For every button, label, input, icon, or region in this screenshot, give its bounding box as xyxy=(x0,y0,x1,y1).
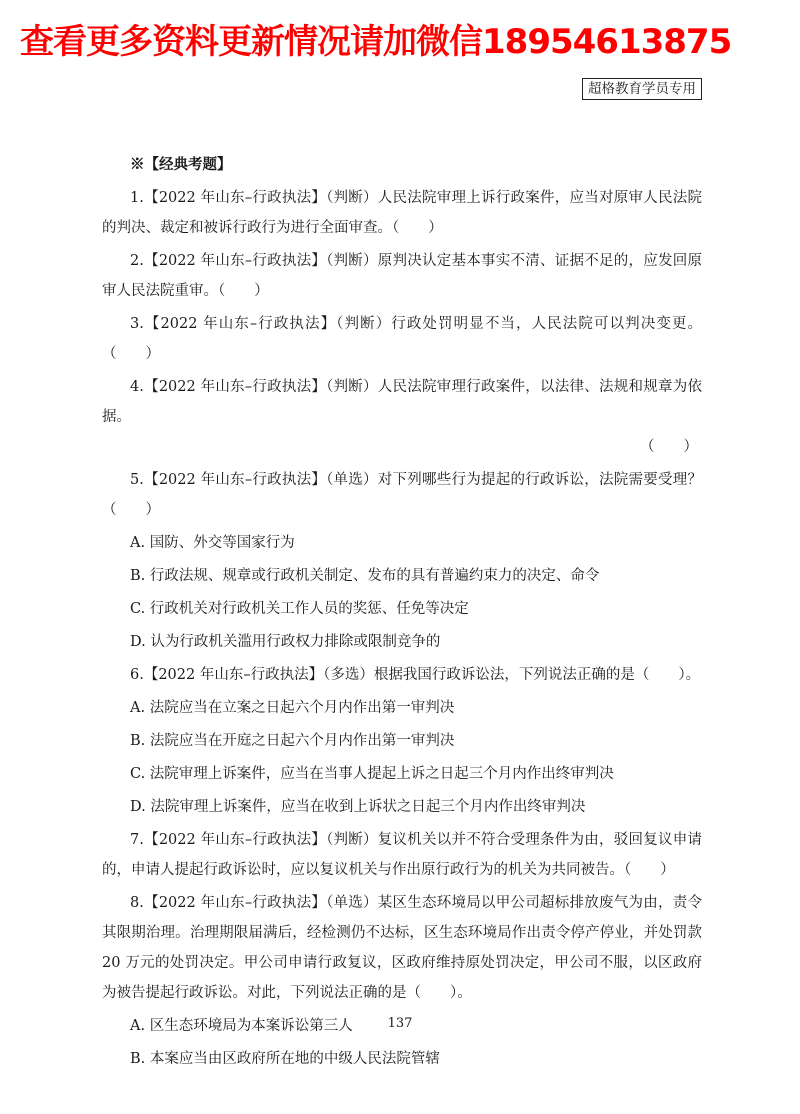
question-4-bracket: （ ） xyxy=(640,439,698,455)
watermark-banner: 查看更多资料更新情况请加微信18954613875 xyxy=(20,22,732,62)
question-5-option-a: A. 国防、外交等国家行为 xyxy=(130,535,295,551)
question-4: 4.【2022 年山东–行政执法】（判断）人民法院审理行政案件，以法律、法规和规章为依据。 xyxy=(102,379,702,425)
question-5: 5.【2022 年山东–行政执法】（单选）对下列哪些行为提起的行政诉讼，法院需要受理？（ ） xyxy=(102,472,702,518)
question-6-option-a: A. 法院应当在立案之日起六个月内作出第一审判决 xyxy=(130,700,455,716)
section-title: ※【经典考题】 xyxy=(130,156,232,173)
question-5-option-c: C. 行政机关对行政机关工作人员的奖惩、任免等决定 xyxy=(130,601,469,617)
page-number: 137 xyxy=(387,1016,413,1031)
question-8-option-b: B. 本案应当由区政府所在地的中级人民法院管辖 xyxy=(130,1051,440,1067)
question-7: 7.【2022 年山东–行政执法】（判断）复议机关以并不符合受理条件为由，驳回复议申请的，申请人提起行政诉讼时，应以复议机关与作出原行政行为的机关为共同被告。（ ） xyxy=(102,832,702,878)
question-6-option-c: C. 法院审理上诉案件，应当在当事人提起上诉之日起三个月内作出终审判决 xyxy=(130,766,614,782)
question-1: 1.【2022 年山东–行政执法】（判断）人民法院审理上诉行政案件，应当对原审人民法院的判决、裁定和被诉行政行为进行全面审查。（ ） xyxy=(102,190,702,236)
question-2: 2.【2022 年山东–行政执法】（判断）原判决认定基本事实不清、证据不足的，应发回原审人民法院重审。（ ） xyxy=(102,253,702,299)
question-8: 8.【2022 年山东–行政执法】（单选）某区生态环境局以甲公司超标排放废气为由，责令其限期治理。治理期限届满后，经检测仍不达标，区生态环境局作出责令停产停业，并处罚款 20 万元的处罚决定。甲公司申请行政复议，区政府维持原处罚决定，甲公司不服，以区政府为被告提起行政诉讼。对此，下列说法正确的是（ ）。 xyxy=(102,895,702,1001)
question-6: 6.【2022 年山东–行政执法】（多选）根据我国行政诉讼法，下列说法正确的是（ ）。 xyxy=(130,667,701,683)
question-5-option-d: D. 认为行政机关滥用行政权力排除或限制竞争的 xyxy=(130,634,441,650)
question-list xyxy=(102,150,702,1077)
question-3: 3.【2022 年山东–行政执法】（判断）行政处罚明显不当，人民法院可以判决变更。（ ） xyxy=(102,316,702,362)
question-5-option-b: B. 行政法规、规章或行政机关制定、发布的具有普遍约束力的决定、命令 xyxy=(130,568,600,584)
question-8-option-a: A. 区生态环境局为本案诉讼第三人 xyxy=(130,1018,353,1034)
question-6-option-d: D. 法院审理上诉案件，应当在收到上诉状之日起三个月内作出终审判决 xyxy=(130,799,586,815)
usage-tag: 超格教育学员专用 xyxy=(582,78,702,100)
question-6-option-b: B. 法院应当在开庭之日起六个月内作出第一审判决 xyxy=(130,733,455,749)
